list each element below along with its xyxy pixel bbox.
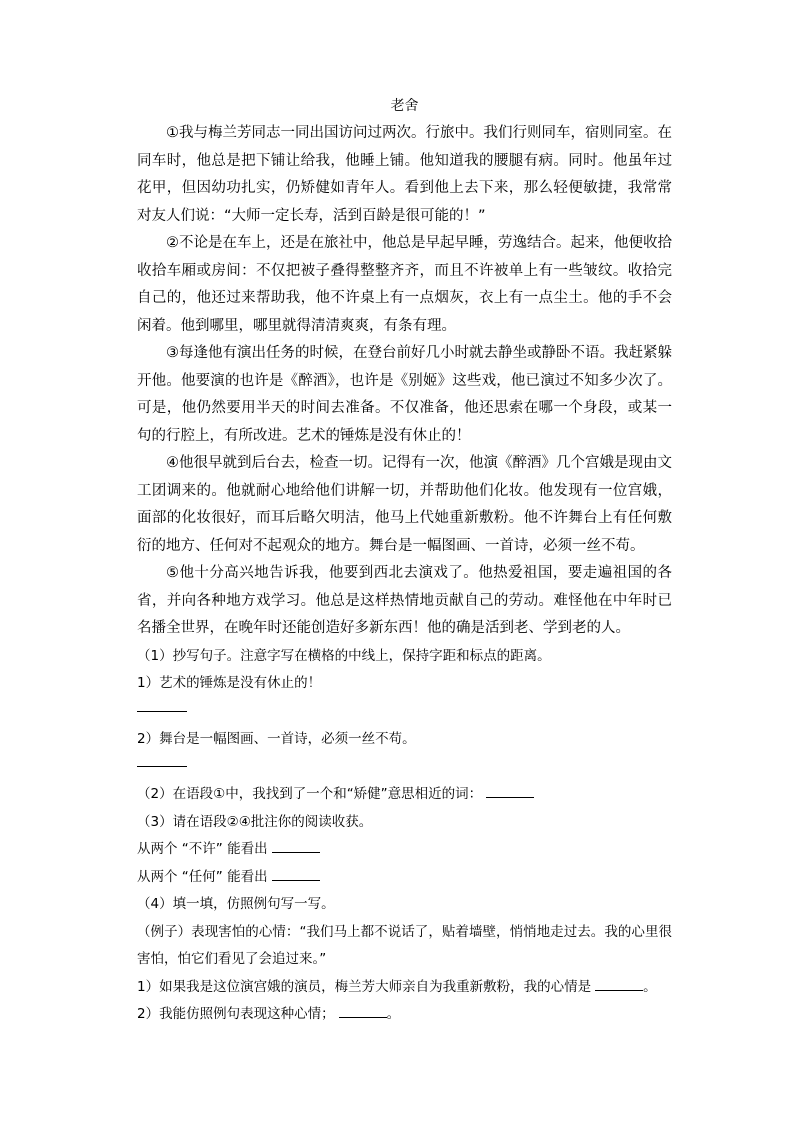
document-title: 老舍 xyxy=(390,98,419,114)
paragraph-3: ③每逢他有演出任务的时候，在登台前好几小时就去静坐或静卧不语。我赶紧躲开他。他要演的也许是《醉酒》，也许是《别姬》这些戏，他已演过不知多少次了。可是，他仍然要用半天的时间去准备。不仅准备，他还思索在哪一个身段，或某一句的行腔上，有所改进。艺术的锤炼是没有休止的！ xyxy=(137,345,672,444)
question-4-stem: （4）填一填，仿照例句写一写。 xyxy=(137,896,335,912)
paragraph-5: ⑤他十分高兴地告诉我，他要到西北去演戏了。他热爱祖国，要走遍祖国的各省，并向各种地方戏学习。他总是这样热情地贡献自己的劳动。难怪他在中年时已名播全世界，在晚年时还能创造好多新东西！他的确是活到老、学到老的人。 xyxy=(137,565,672,636)
question-4-item-2 xyxy=(137,1001,672,1029)
question-3-item-1 xyxy=(137,836,672,864)
answer-blank-6[interactable] xyxy=(595,976,643,991)
answer-blank-7[interactable] xyxy=(339,1003,387,1018)
answer-blank-5[interactable] xyxy=(272,866,320,881)
question-1-stem: （1）抄写句子。注意字写在横格的中线上，保持字距和标点的距离。 xyxy=(137,647,551,664)
paragraph-1: ①我与梅兰芳同志一同出国访问过两次。行旅中。我们行则同车，宿则同室。在同车时，他总是把下铺让给我，他睡上铺。他知道我的腰腿有病。同时。他虽年过花甲，但因幼功扎实，仍矫健如青年人。看到他上去下来，那么轻便敏捷，我常常对友人们说：“大师一定长寿，活到百龄是很可能的！” xyxy=(137,125,672,224)
question-4-item-2-end: 。 xyxy=(386,1006,401,1022)
question-4-item-1-text: 1）如果我是这位演宫娥的演员，梅兰芳大师亲自为我重新敷粉，我的心情是 xyxy=(137,978,592,995)
question-3-item-1-text: 从两个 “不许” 能看出 xyxy=(137,841,268,857)
question-1-item-2: 2）舞台是一幅图画、一首诗，必须一丝不苟。 xyxy=(137,730,416,747)
paragraph-2: ②不论是在车上，还是在旅社中，他总是早起早睡，劳逸结合。起来，他便收拾收拾车厢或房间：不仅把被子叠得整整齐齐，而且不许被单上有一些皱纹。收拾完自己的，他还过来帮助我，他不许桌上有一点烟灰，衣上有一点尘土。他的手不会闲着。他到哪里，哪里就得清清爽爽，有条有理。 xyxy=(137,235,672,334)
question-2-text: （2）在语段①中，我找到了一个和“矫健”意思相近的词： xyxy=(137,786,483,802)
question-4-item-1-end: 。 xyxy=(643,978,657,995)
paragraph-4: ④他很早就到后台去，检查一切。记得有一次，他演《醉酒》几个宫娥是现由文工团调来的。他就耐心地给他们讲解一切，并帮助他们化妆。他发现有一位宫娥，面部的化妆很好，而耳后略欠明洁，他马上代她重新敷粉。他不许舞台上有任何敷衍的地方、任何对不起观众的地方。舞台是一幅图画、一首诗，必须一丝不苟。 xyxy=(137,455,672,554)
question-4-item-1 xyxy=(137,974,672,1002)
question-1-item-1: 1）艺术的锤炼是没有休止的！ xyxy=(137,675,322,691)
answer-blank-1[interactable] xyxy=(137,710,187,712)
answer-blank-3[interactable] xyxy=(486,783,534,798)
document-page xyxy=(137,94,672,1029)
question-2 xyxy=(137,781,672,809)
question-4-item-2-text: 2）我能仿照例句表现这种心情； xyxy=(137,1006,335,1022)
question-4-example: （例子）表现害怕的心情：“我们马上都不说话了，贴着墙壁，悄悄地走过去。我的心里很害怕，怕它们看见了会追过来。” xyxy=(137,923,672,967)
answer-blank-2[interactable] xyxy=(137,765,187,767)
question-3-item-2-text: 从两个 “任何” 能看出 xyxy=(137,868,268,885)
answer-blank-4[interactable] xyxy=(272,838,320,853)
question-3-item-2 xyxy=(137,864,672,892)
question-3-stem: （3）请在语段②④批注你的阅读收获。 xyxy=(137,813,373,830)
